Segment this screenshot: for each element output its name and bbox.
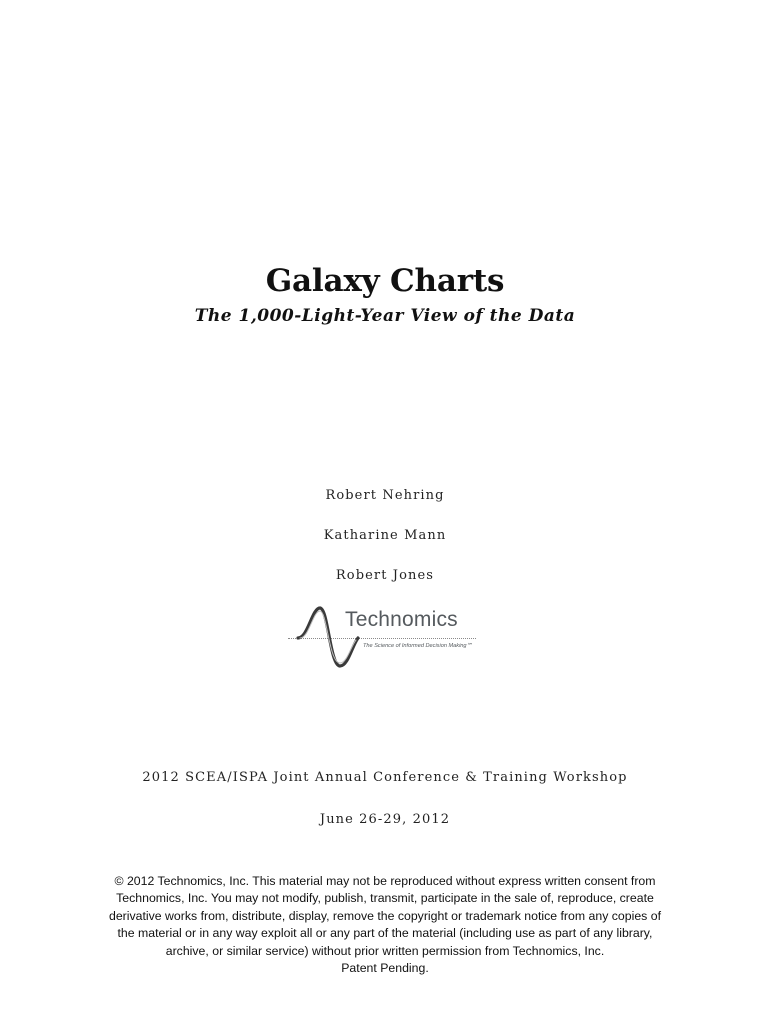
author-name: Katharine Mann bbox=[323, 528, 447, 543]
logo-tagline: The Science of Informed Decision Making℠ bbox=[363, 643, 473, 649]
copyright-line: the material or in any way exploit all or any part of the material (including use as part of any library, bbox=[117, 926, 653, 941]
author-name: Robert Jones bbox=[335, 568, 435, 583]
copyright-line: © 2012 Technomics, Inc. This material may not be reproduced without express written consent from bbox=[114, 874, 656, 888]
author-name: Robert Nehring bbox=[325, 488, 445, 503]
copyright-line: archive, or similar service) without prior written permission from Technomics, Inc. bbox=[165, 943, 605, 958]
copyright-line: Patent Pending. bbox=[341, 961, 429, 976]
conference-date: June 26-29, 2012 bbox=[319, 812, 451, 827]
technomics-logo bbox=[288, 604, 488, 674]
document-subtitle: The 1,000-Light-Year View of the Data bbox=[194, 306, 576, 326]
conference-name: 2012 SCEA/ISPA Joint Annual Conference & Training Workshop bbox=[142, 770, 628, 785]
copyright-notice bbox=[85, 873, 685, 977]
copyright-line: derivative works from, distribute, display, remove the copyright or trademark notice from any copies of bbox=[109, 908, 661, 923]
document-title: Galaxy Charts bbox=[265, 263, 505, 299]
logo-wordmark: Technomics bbox=[345, 608, 458, 631]
copyright-line: Technomics, Inc. You may not modify, publish, transmit, participate in the sale of, reproduce, create bbox=[116, 891, 654, 906]
